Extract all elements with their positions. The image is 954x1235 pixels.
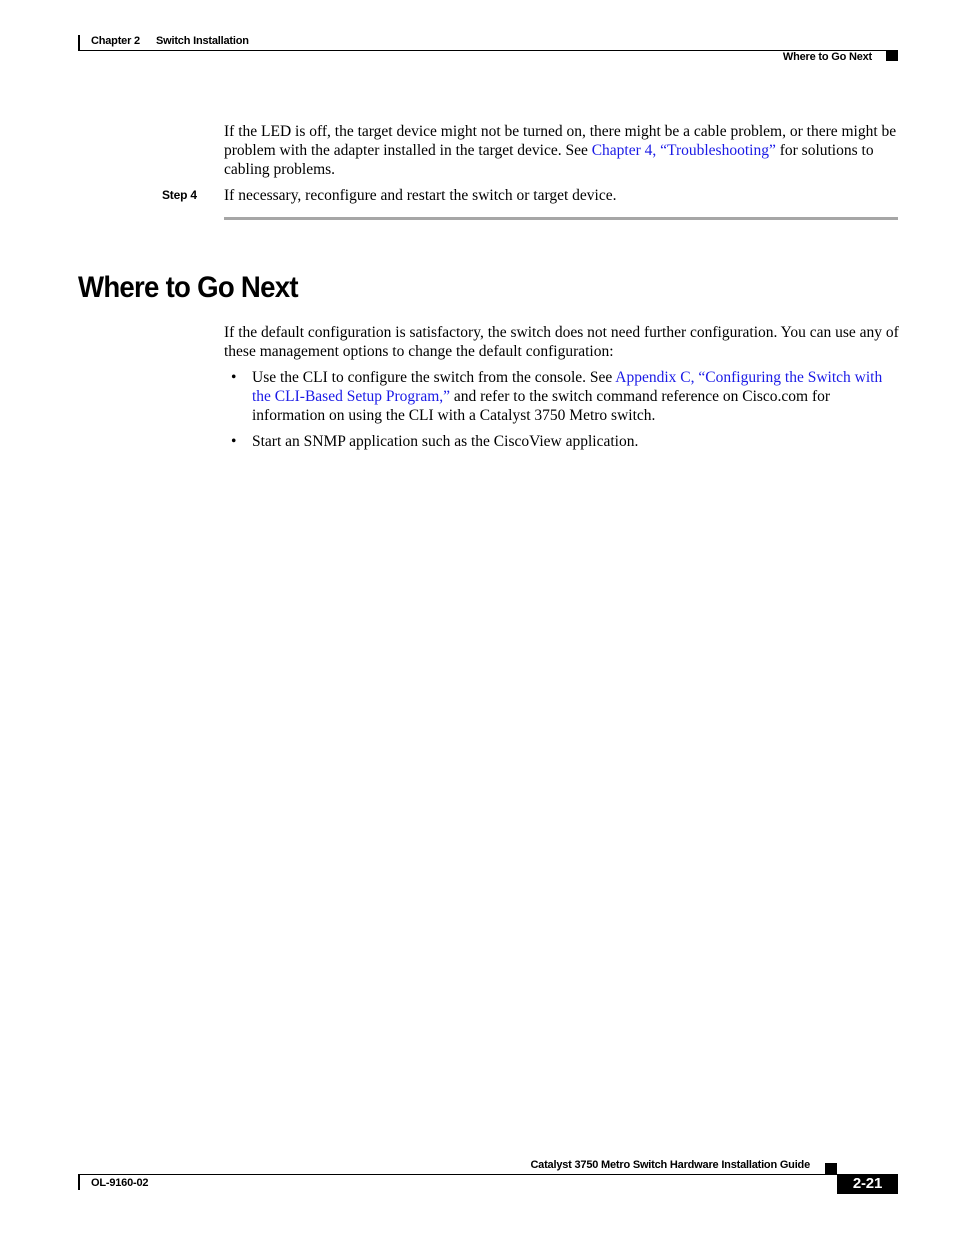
chapter4-link[interactable]: Chapter 4, “Troubleshooting” bbox=[591, 142, 776, 159]
header-section: Where to Go Next bbox=[782, 51, 872, 63]
bullet-marker: • bbox=[231, 433, 237, 450]
bullet-cli-text-before: Use the CLI to configure the switch from the console. See bbox=[252, 369, 616, 386]
section-intro: If the default configuration is satisfactory, the switch does not need further configuration. You can use any of these management options to change the default configuration: bbox=[224, 324, 899, 360]
bullet-item-snmp: Start an SNMP application such as the CiscoView application. bbox=[252, 433, 639, 450]
header-rule bbox=[78, 50, 898, 51]
footer-marker bbox=[825, 1163, 837, 1174]
appendix-c-link[interactable]: Appendix C, “Configuring the Switch with the CLI-Based Setup Program,” bbox=[252, 369, 883, 405]
bullet-marker: • bbox=[231, 369, 237, 386]
step-end-rule bbox=[224, 217, 898, 220]
bullet-item-cli bbox=[252, 368, 900, 425]
footer-doc-number: OL-9160-02 bbox=[91, 1177, 149, 1189]
footer-rule bbox=[78, 1174, 898, 1175]
continuation-text-after: for solutions to cabling problems. bbox=[224, 142, 874, 178]
section-title: Where to Go Next bbox=[78, 271, 298, 304]
page-number: 2-21 bbox=[852, 1175, 883, 1192]
step4-text: If necessary, reconfigure and restart the switch or target device. bbox=[224, 187, 617, 204]
header-chapter: Chapter 2 bbox=[91, 35, 140, 47]
header-chapter-title: Switch Installation bbox=[156, 35, 249, 47]
header-marker bbox=[886, 51, 898, 61]
header-left-rule bbox=[78, 35, 80, 51]
step4-label: Step 4 bbox=[162, 188, 197, 202]
continuation-text-before: If the LED is off, the target device might not be turned on, there might be a cable problem, or there might be problem with the adapter installed in the target device. See bbox=[224, 123, 897, 159]
footer-left-rule bbox=[78, 1174, 80, 1190]
footer-guide-title: Catalyst 3750 Metro Switch Hardware Installation Guide bbox=[530, 1159, 810, 1171]
bullet-cli-text-after: and refer to the switch command reference on Cisco.com for information on using the CLI with a Catalyst 3750 Metro switch. bbox=[252, 388, 831, 424]
step-continuation-paragraph bbox=[224, 122, 900, 179]
